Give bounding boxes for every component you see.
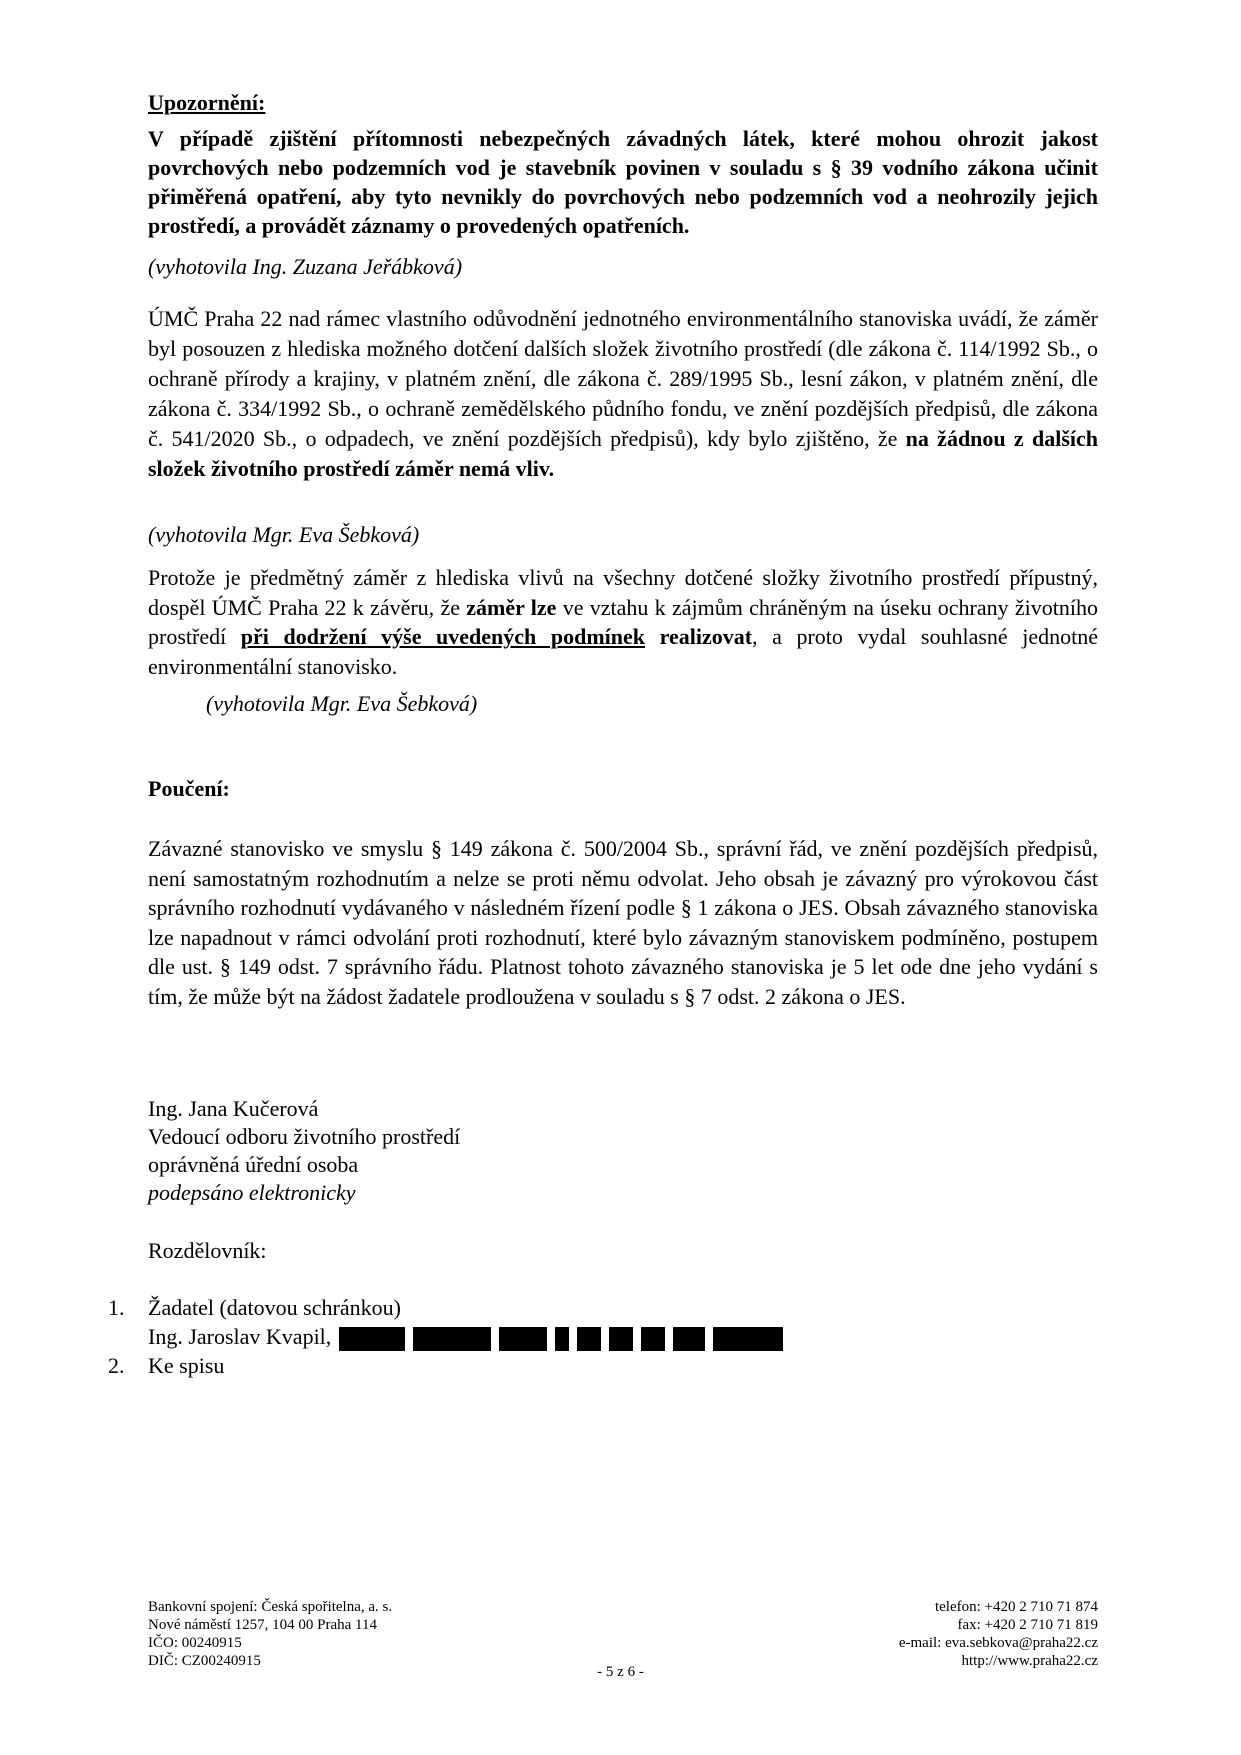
redaction-bar xyxy=(499,1327,547,1351)
umc-paragraph xyxy=(148,304,1098,484)
warning-author: (vyhotovila Ing. Zuzana Jeřábková) xyxy=(148,254,463,279)
footer-dic: DIČ: CZ00240915 xyxy=(148,1653,261,1669)
footer-email[interactable]: e-mail: eva.sebkova@praha22.cz xyxy=(898,1635,1098,1651)
redaction-bar xyxy=(339,1327,405,1351)
redaction-bar xyxy=(641,1327,665,1351)
signatory-authority: oprávněná úřední osoba xyxy=(148,1152,359,1177)
page-number: - 5 z 6 - xyxy=(597,1664,644,1680)
list-item-text: Ke spisu xyxy=(148,1353,225,1378)
footer-ico: IČO: 00240915 xyxy=(148,1635,242,1651)
list-item-number: 1. xyxy=(108,1295,125,1320)
redaction-bar xyxy=(673,1327,705,1351)
warning-section xyxy=(148,88,1098,117)
warning-text: V případě zjištění přítomnosti nebezpečných závadných látek, které mohou ohrozit jakost povrchových nebo podzemních vod je stavebník povinen v souladu s § 39 vodního zákona učinit přiměřená opatření, aby tyto nevnikly do povrchových nebo podzemních vod a neohrozily jejich prostředí, a provádět záznamy o provedených opatřeních. xyxy=(148,126,1098,238)
footer-fax: fax: +420 2 710 71 819 xyxy=(957,1617,1098,1633)
signatory-name: Ing. Jana Kučerová xyxy=(148,1096,319,1121)
list-item-text: Žadatel (datovou schránkou) xyxy=(148,1295,401,1320)
distribution-heading-block xyxy=(148,1237,1098,1265)
list-item-continuation xyxy=(108,1322,908,1351)
redaction-bar xyxy=(577,1327,601,1351)
redaction-bar xyxy=(555,1327,569,1351)
conclusion-bold-1: záměr lze xyxy=(466,594,557,620)
redaction-bar xyxy=(609,1327,633,1351)
conclusion-bold-2: realizovat xyxy=(645,624,753,649)
applicant-name: Ing. Jaroslav Kvapil, xyxy=(148,1324,332,1349)
umc-text: ÚMČ Praha 22 nad rámec vlastního odůvodnění jednotného environmentálního stanoviska uvádí, že záměr byl posouzen z hlediska možného dotčení dalších složek životního prostředí (dle zákona č. 114/1992 Sb., o ochraně přírody a krajiny, v platném znění, dle zákona č. 289/1995 Sb., lesní zákon, v platném znění, dle zákona č. 334/1992 Sb., o ochraně zemědělského půdního fondu, ve znění pozdějších předpisů, dle zákona č. 541/2020 Sb., o odpadech, ve znění pozdějších předpisů), kdy bylo zjištěno, že xyxy=(148,306,1098,451)
instruction-text: Závazné stanovisko ve smyslu § 149 zákona č. 500/2004 Sb., správní řád, ve znění pozdějších předpisů, není samostatným rozhodnutím a nelze se proti němu odvolat. Jeho obsah je závazný pro výrokovou část správního rozhodnutí vydávaného v následném řízení podle § 1 zákona o JES. Obsah závazného stanoviska lze napadnout v rámci odvolání proti rozhodnutí, které bylo závazným stanoviskem podmíněno, postupem dle ust. § 149 odst. 7 správního řádu. Platnost tohoto závazného stanoviska je 5 let ode dne jeho vydání s tím, že může být na žádost žadatele prodloužena v souladu s § 7 odst. 2 zákona o JES. xyxy=(148,836,1098,1009)
warning-heading: Upozornění: xyxy=(148,90,266,115)
conclusion-text-3: , a proto vydal souhlasné jednotné environmentální stanovisko. xyxy=(148,624,1099,679)
list-item-number: 2. xyxy=(108,1353,125,1378)
signature-block xyxy=(148,1095,1098,1207)
footer-address: Nové náměstí 1257, 104 00 Praha 114 xyxy=(148,1617,377,1633)
redaction-bar xyxy=(413,1327,491,1351)
conclusion-paragraph xyxy=(148,563,1098,681)
footer-phone: telefon: +420 2 710 71 874 xyxy=(934,1599,1098,1615)
distribution-list xyxy=(108,1293,908,1380)
umc-author-block xyxy=(148,520,1098,549)
instruction-heading: Poučení: xyxy=(148,776,230,801)
signatory-role: Vedoucí odboru životního prostředí xyxy=(148,1124,461,1149)
instruction-text-block xyxy=(148,834,1098,1011)
list-item xyxy=(108,1351,908,1380)
umc-bold-text: na žádnou z dalších složek životního prostředí záměr nemá vliv. xyxy=(148,426,1098,481)
instruction-heading-block xyxy=(148,774,1098,803)
conclusion-author-block xyxy=(206,689,1156,718)
list-item xyxy=(108,1293,908,1322)
warning-text-block xyxy=(148,124,1098,240)
footer-bank: Bankovní spojení: Česká spořitelna, a. s. xyxy=(148,1599,393,1615)
footer-left xyxy=(148,1598,392,1670)
conclusion-block xyxy=(148,563,1098,681)
umc-paragraph-block xyxy=(148,304,1098,484)
signed-electronically: podepsáno elektronicky xyxy=(148,1180,356,1205)
footer-web[interactable]: http://www.praha22.cz xyxy=(961,1653,1098,1669)
conclusion-text-1: Protože je předmětný záměr z hlediska vlivů na všechny dotčené složky životního prostředí přípustný, dospěl ÚMČ Praha 22 k závěru, že xyxy=(148,565,1098,620)
list-item-applicant xyxy=(148,1322,783,1351)
redaction-bar xyxy=(713,1327,783,1351)
distribution-heading: Rozdělovník: xyxy=(148,1238,267,1263)
conclusion-author: (vyhotovila Mgr. Eva Šebková) xyxy=(206,691,478,716)
umc-author: (vyhotovila Mgr. Eva Šebková) xyxy=(148,522,420,547)
footer-right xyxy=(899,1598,1098,1670)
conclusion-bold-underlined: při dodržení výše uvedených podmínek xyxy=(240,624,646,649)
conclusion-text-2: ve vztahu k zájmům chráněným na úseku ochrany životního prostředí xyxy=(148,594,1098,649)
warning-author-block xyxy=(148,252,1098,281)
